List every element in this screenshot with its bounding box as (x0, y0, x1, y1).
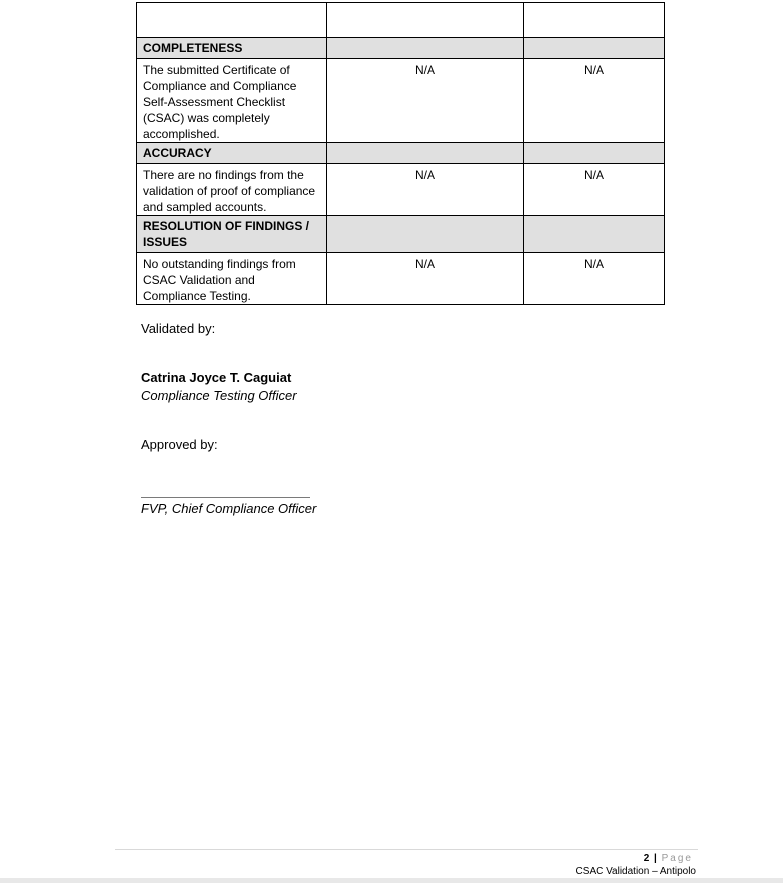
validator-title: Compliance Testing Officer (141, 388, 297, 403)
section-heading: RESOLUTION OF FINDINGS / ISSUES (137, 216, 327, 253)
table-cell (524, 143, 665, 164)
criterion-description: There are no findings from the validation of proof of compliance and sampled accounts. (137, 164, 327, 216)
document-name-footer: CSAC Validation – Antipolo (575, 866, 696, 877)
table-row (137, 164, 665, 216)
validator-name: Catrina Joyce T. Caguiat (141, 370, 292, 385)
criterion-description: No outstanding findings from CSAC Validation and Compliance Testing. (137, 253, 327, 305)
table-cell (524, 3, 665, 38)
validation-checklist-table (136, 2, 665, 305)
approver-title: FVP, Chief Compliance Officer (141, 501, 317, 516)
table-cell (327, 216, 524, 253)
table-cell (524, 38, 665, 59)
section-header-completeness (137, 38, 665, 59)
table-cell (524, 216, 665, 253)
page-separator: | (654, 853, 657, 864)
table-row (137, 253, 665, 305)
table-cell (327, 38, 524, 59)
table-row (137, 3, 665, 38)
footer-divider (115, 849, 698, 850)
criterion-value: N/A (327, 253, 524, 305)
section-header-resolution (137, 216, 665, 253)
approved-by-label: Approved by: (141, 437, 218, 452)
validated-by-label: Validated by: (141, 321, 216, 336)
criterion-value: N/A (524, 253, 665, 305)
criterion-value: N/A (524, 164, 665, 216)
section-heading: COMPLETENESS (137, 38, 327, 59)
criterion-description: The submitted Certificate of Compliance and Compliance Self-Assessment Checklist (CSAC) was completely accomplished. (137, 59, 327, 143)
table-cell (327, 3, 524, 38)
page-word: Page (661, 853, 693, 864)
table-cell (327, 143, 524, 164)
section-header-accuracy (137, 143, 665, 164)
section-heading: ACCURACY (137, 143, 327, 164)
table-cell (137, 3, 327, 38)
criterion-value: N/A (524, 59, 665, 143)
page-number: 2 (643, 853, 650, 864)
table-row (137, 59, 665, 143)
signature-line (141, 497, 310, 498)
page-number-footer (644, 853, 693, 865)
criterion-value: N/A (327, 164, 524, 216)
criterion-value: N/A (327, 59, 524, 143)
page-bottom-edge (0, 878, 783, 883)
